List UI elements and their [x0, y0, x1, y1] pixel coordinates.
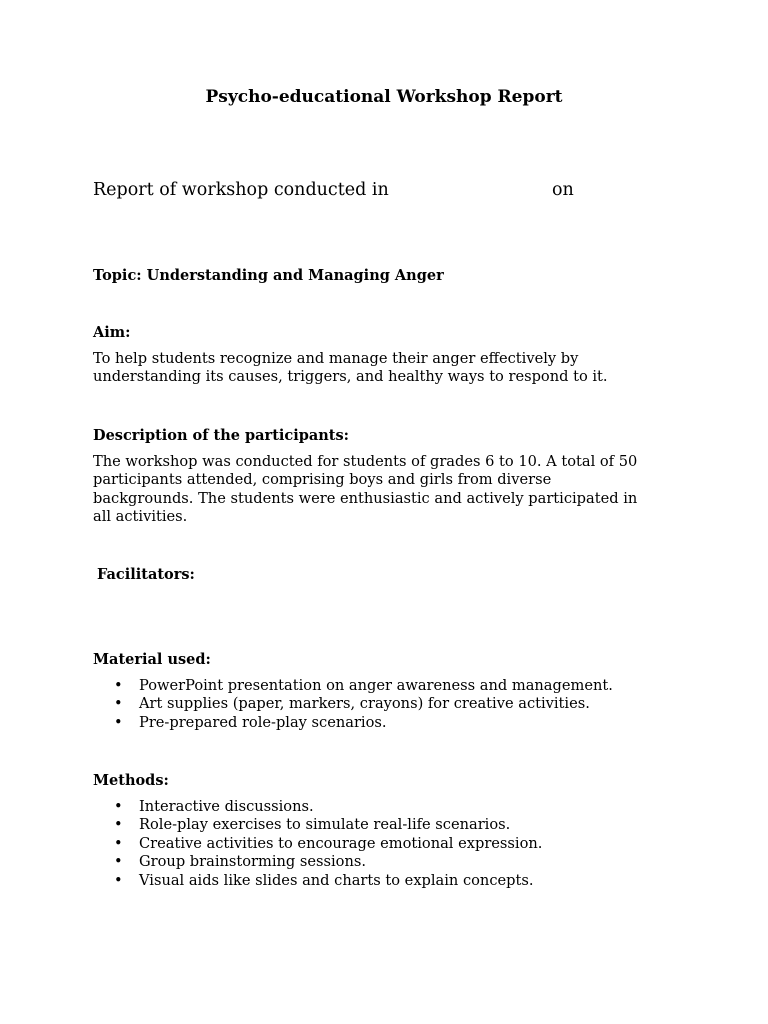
report-line [93, 179, 693, 201]
list-item [93, 872, 693, 890]
aim-heading: Aim: [93, 324, 131, 341]
bullet: • [114, 798, 123, 815]
topic-heading: Topic: Understanding and Managing Anger [93, 267, 444, 284]
materials-heading: Material used: [93, 651, 211, 668]
list-item [93, 798, 693, 816]
bullet: • [114, 695, 123, 713]
list-item [93, 835, 693, 853]
list-item-text: Creative activities to encourage emotional expression. [139, 834, 543, 852]
list-item-text: Pre-prepared role-play scenarios. [139, 713, 387, 731]
list-item-text: Visual aids like slides and charts to explain concepts. [139, 871, 534, 889]
participants-line: all activities. [93, 508, 188, 526]
report-line-prefix: Report of workshop conducted in [93, 180, 389, 200]
list-item-text: Role-play exercises to simulate real-life scenarios. [139, 816, 511, 834]
list-item [93, 714, 693, 732]
bullet: • [114, 871, 123, 889]
bullet: • [114, 677, 123, 694]
bullet: • [114, 816, 123, 834]
participants-line: backgrounds. The students were enthusiastic and actively participated in [93, 489, 638, 507]
facilitators-heading: Facilitators: [97, 566, 195, 583]
participants-paragraph [93, 453, 683, 527]
report-line-suffix: on [552, 180, 574, 200]
methods-heading: Methods: [93, 772, 169, 789]
aim-paragraph [93, 350, 683, 387]
list-item-text: Interactive discussions. [139, 798, 314, 815]
list-item [93, 695, 693, 713]
methods-list [93, 798, 693, 890]
list-item [93, 853, 693, 871]
list-item [93, 677, 693, 695]
list-item-text: Art supplies (paper, markers, crayons) for creative activities. [139, 695, 590, 713]
participants-line: The workshop was conducted for students of grades 6 to 10. A total of 50 [93, 453, 638, 470]
list-item [93, 816, 693, 834]
list-item-text: PowerPoint presentation on anger awareness and management. [139, 677, 613, 694]
bullet: • [114, 853, 123, 871]
bullet: • [114, 834, 123, 852]
aim-line: To help students recognize and manage their anger effectively by [93, 350, 579, 367]
participants-line: participants attended, comprising boys and girls from diverse [93, 471, 552, 489]
bullet: • [114, 713, 123, 731]
materials-list [93, 677, 693, 732]
list-item-text: Group brainstorming sessions. [139, 853, 366, 871]
document-title: Psycho-educational Workshop Report [205, 87, 563, 107]
participants-heading: Description of the participants: [93, 427, 350, 444]
aim-line: understanding its causes, triggers, and healthy ways to respond to it. [93, 368, 608, 386]
